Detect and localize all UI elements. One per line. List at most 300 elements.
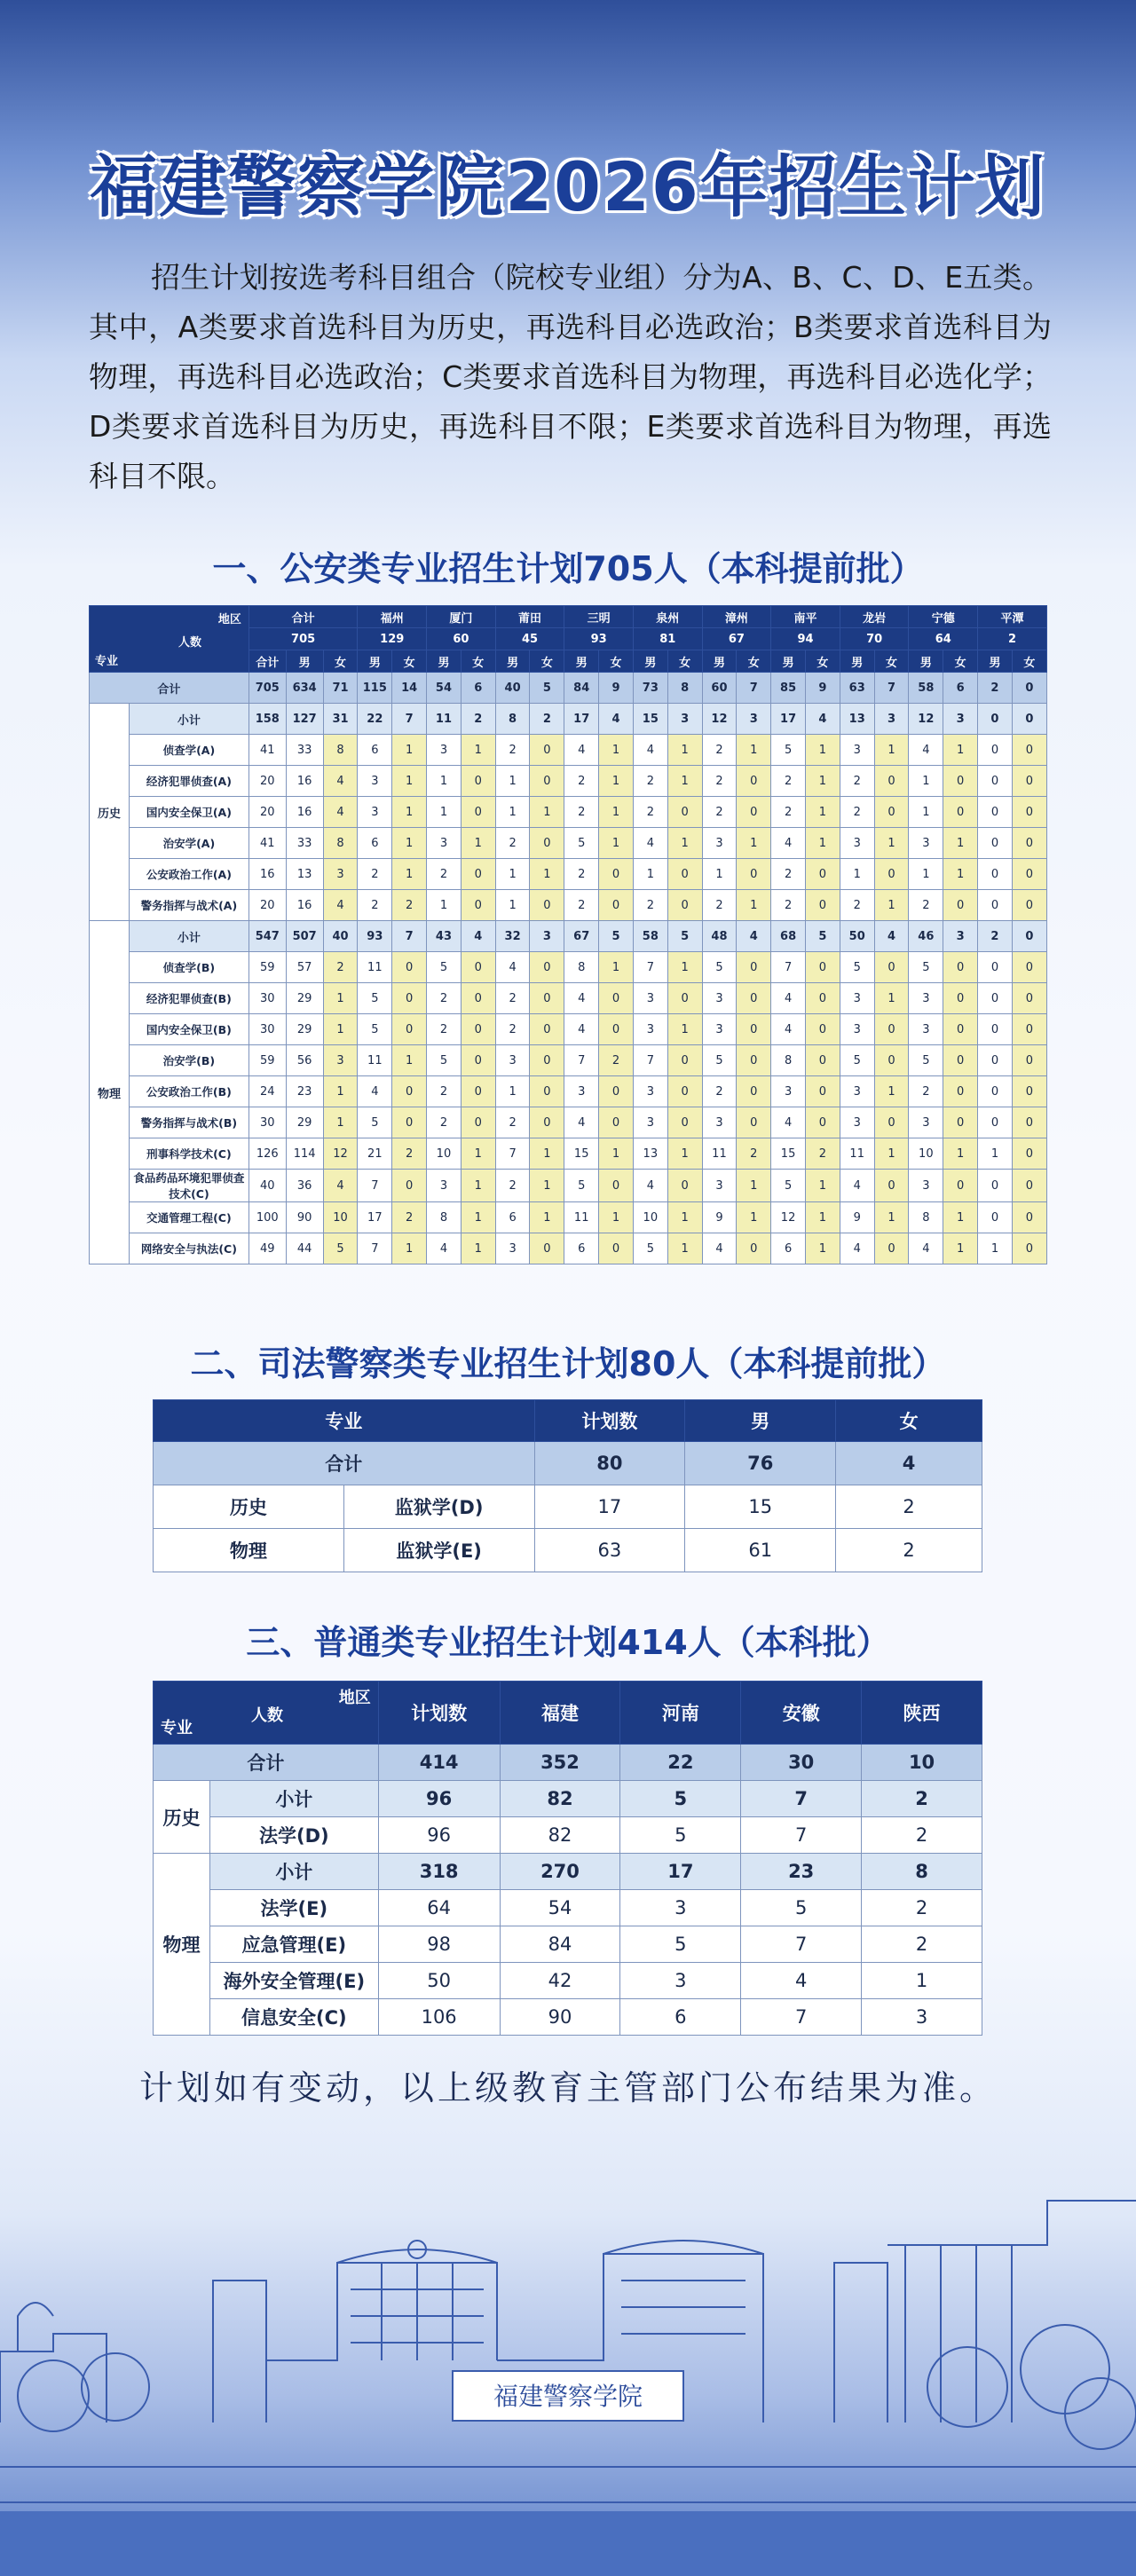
cell-value: 1 xyxy=(461,1138,495,1170)
cell-value: 1 xyxy=(805,828,840,859)
cell-value: 0 xyxy=(667,859,702,890)
cell-value: 96 xyxy=(378,1781,500,1817)
cell-value: 4 xyxy=(737,921,771,952)
major-name: 网络安全与执法(C) xyxy=(129,1233,248,1264)
cell-value: 115 xyxy=(358,673,392,704)
cell-value: 100 xyxy=(248,1202,286,1233)
cell-value: 24 xyxy=(248,1076,286,1107)
cell-value: 12 xyxy=(771,1202,806,1233)
cell-value: 0 xyxy=(1012,1045,1046,1076)
cell-value: 0 xyxy=(805,952,840,983)
cell-value: 9 xyxy=(840,1202,874,1233)
cell-value: 8 xyxy=(323,828,358,859)
major-name: 海外安全管理(E) xyxy=(209,1963,378,1999)
cell-value: 30 xyxy=(248,983,286,1014)
cell-value: 0 xyxy=(530,1107,564,1138)
cell-value: 1 xyxy=(392,797,427,828)
cell-value: 0 xyxy=(1012,1170,1046,1202)
region-count: 93 xyxy=(564,628,634,650)
cell-value: 1 xyxy=(737,1170,771,1202)
region-count: 67 xyxy=(702,628,771,650)
cell-value: 3 xyxy=(358,797,392,828)
table-row xyxy=(90,828,1047,859)
cell-value: 2 xyxy=(836,1485,982,1529)
subtotal-label: 小计 xyxy=(209,1781,378,1817)
cell-value: 0 xyxy=(874,952,909,983)
cell-value: 11 xyxy=(702,1138,737,1170)
cell-value: 4 xyxy=(323,766,358,797)
cell-value: 0 xyxy=(737,1233,771,1264)
cell-value: 0 xyxy=(392,983,427,1014)
cell-value: 2 xyxy=(530,704,564,735)
region-name: 平潭 xyxy=(978,606,1047,628)
cell-value: 5 xyxy=(667,921,702,952)
region-name: 厦门 xyxy=(427,606,496,628)
cell-value: 1 xyxy=(874,1076,909,1107)
corner-major: 专业 xyxy=(161,1719,193,1737)
cell-value: 106 xyxy=(378,1999,500,2036)
cell-value: 0 xyxy=(461,952,495,983)
cell-value: 0 xyxy=(392,952,427,983)
cell-value: 1 xyxy=(909,766,943,797)
cell-value: 2 xyxy=(427,859,462,890)
cell-value: 29 xyxy=(286,1107,323,1138)
gender-header: 女 xyxy=(805,650,840,673)
cell-value: 0 xyxy=(667,983,702,1014)
cell-value: 7 xyxy=(633,952,667,983)
total-row xyxy=(154,1442,982,1485)
cell-value: 5 xyxy=(564,1170,599,1202)
cell-value: 2 xyxy=(702,766,737,797)
cell-value: 48 xyxy=(702,921,737,952)
cell-value: 16 xyxy=(286,797,323,828)
region-name: 南平 xyxy=(771,606,840,628)
cell-value: 1 xyxy=(862,1963,982,1999)
region-name: 莆田 xyxy=(495,606,564,628)
cell-value: 547 xyxy=(248,921,286,952)
cell-value: 4 xyxy=(874,921,909,952)
cell-value: 1 xyxy=(599,1138,634,1170)
cell-value: 10 xyxy=(909,1138,943,1170)
cell-value: 1 xyxy=(530,797,564,828)
cell-value: 8 xyxy=(427,1202,462,1233)
cell-value: 4 xyxy=(741,1963,862,1999)
total-label: 合计 xyxy=(154,1745,379,1781)
cell-value: 2 xyxy=(840,766,874,797)
cell-value: 2 xyxy=(909,890,943,921)
cell-value: 2 xyxy=(771,766,806,797)
cell-value: 50 xyxy=(378,1963,500,1999)
cell-value: 0 xyxy=(1012,735,1046,766)
cell-value: 15 xyxy=(633,704,667,735)
cell-value: 0 xyxy=(874,1107,909,1138)
cell-value: 0 xyxy=(667,1045,702,1076)
cell-value: 4 xyxy=(564,983,599,1014)
cell-value: 82 xyxy=(500,1781,620,1817)
cell-value: 0 xyxy=(530,735,564,766)
cell-value: 1 xyxy=(667,1138,702,1170)
cell-value: 68 xyxy=(771,921,806,952)
cell-value: 1 xyxy=(495,859,530,890)
table-row xyxy=(154,1529,982,1572)
region-count: 64 xyxy=(909,628,978,650)
cell-value: 29 xyxy=(286,1014,323,1045)
cell-value: 8 xyxy=(667,673,702,704)
gender-header: 女 xyxy=(461,650,495,673)
cell-value: 3 xyxy=(620,1963,741,1999)
region-count: 94 xyxy=(771,628,840,650)
cell-value: 0 xyxy=(1012,1138,1046,1170)
cell-value: 4 xyxy=(771,1107,806,1138)
cell-value: 1 xyxy=(495,1076,530,1107)
gender-header: 女 xyxy=(323,650,358,673)
cell-value: 158 xyxy=(248,704,286,735)
cell-value: 2 xyxy=(323,952,358,983)
cell-value: 64 xyxy=(378,1890,500,1926)
cell-value: 0 xyxy=(1012,1202,1046,1233)
cell-value: 16 xyxy=(286,890,323,921)
cell-value: 0 xyxy=(530,1045,564,1076)
cell-value: 40 xyxy=(248,1170,286,1202)
cell-value: 0 xyxy=(978,890,1013,921)
cell-value: 36 xyxy=(286,1170,323,1202)
cell-value: 0 xyxy=(667,1107,702,1138)
table-row xyxy=(90,1202,1047,1233)
gender-header: 男 xyxy=(358,650,392,673)
cell-value: 4 xyxy=(358,1076,392,1107)
header-corner xyxy=(154,1682,379,1745)
cell-value: 0 xyxy=(1012,828,1046,859)
cell-value: 4 xyxy=(633,735,667,766)
cell-value: 0 xyxy=(667,890,702,921)
major-name: 交通管理工程(C) xyxy=(129,1202,248,1233)
section3-title: 三、普通类专业招生计划414人（本科批） xyxy=(246,1623,890,1662)
header-corner xyxy=(90,606,249,673)
cell-value: 0 xyxy=(599,890,634,921)
cell-value: 7 xyxy=(737,673,771,704)
cell-value: 3 xyxy=(427,735,462,766)
cell-value: 1 xyxy=(530,1170,564,1202)
cell-value: 0 xyxy=(943,1014,978,1045)
cell-value: 7 xyxy=(392,921,427,952)
cell-value: 3 xyxy=(840,735,874,766)
cell-value: 15 xyxy=(564,1138,599,1170)
cell-value: 0 xyxy=(978,704,1013,735)
cell-value: 4 xyxy=(840,1233,874,1264)
cell-value: 5 xyxy=(599,921,634,952)
cell-value: 1 xyxy=(737,890,771,921)
cell-value: 0 xyxy=(943,952,978,983)
cell-value: 3 xyxy=(943,921,978,952)
cell-value: 0 xyxy=(392,1107,427,1138)
cell-value: 85 xyxy=(771,673,806,704)
gender-header: 男 xyxy=(978,650,1013,673)
cell-value: 5 xyxy=(530,673,564,704)
cell-value: 6 xyxy=(495,1202,530,1233)
header-row xyxy=(154,1400,982,1442)
cell-value: 2 xyxy=(633,890,667,921)
section2-title: 二、司法警察类专业招生计划80人（本科提前批） xyxy=(190,1344,946,1383)
cell-value: 13 xyxy=(286,859,323,890)
cell-value: 0 xyxy=(943,1045,978,1076)
cell-value: 5 xyxy=(620,1781,741,1817)
header-cell: 计划数 xyxy=(534,1400,685,1442)
cell-value: 7 xyxy=(874,673,909,704)
cell-value: 0 xyxy=(737,1076,771,1107)
cell-value: 3 xyxy=(620,1890,741,1926)
cell-value: 1 xyxy=(323,983,358,1014)
cell-value: 1 xyxy=(667,952,702,983)
cell-value: 0 xyxy=(874,766,909,797)
cell-value: 3 xyxy=(633,1107,667,1138)
cell-value: 1 xyxy=(667,1233,702,1264)
cell-value: 8 xyxy=(909,1202,943,1233)
police-plan-table xyxy=(89,605,1047,1264)
cell-value: 5 xyxy=(323,1233,358,1264)
cell-value: 7 xyxy=(358,1170,392,1202)
cell-value: 80 xyxy=(534,1442,685,1485)
table-row xyxy=(90,797,1047,828)
cell-value: 7 xyxy=(358,1233,392,1264)
major-name: 国内安全保卫(B) xyxy=(129,1014,248,1045)
cell-value: 40 xyxy=(495,673,530,704)
table-row xyxy=(90,1138,1047,1170)
gender-header: 男 xyxy=(909,650,943,673)
cell-value: 7 xyxy=(741,1817,862,1854)
cell-value: 2 xyxy=(805,1138,840,1170)
gender-header: 男 xyxy=(286,650,323,673)
cell-value: 4 xyxy=(840,1170,874,1202)
cell-value: 5 xyxy=(840,1045,874,1076)
cell-value: 1 xyxy=(530,1138,564,1170)
group-name: 物理 xyxy=(154,1529,344,1572)
major-name: 国内安全保卫(A) xyxy=(129,797,248,828)
gender-header: 女 xyxy=(943,650,978,673)
cell-value: 4 xyxy=(805,704,840,735)
cell-value: 6 xyxy=(564,1233,599,1264)
gender-header: 女 xyxy=(599,650,634,673)
group-name: 物理 xyxy=(154,1854,210,2036)
major-name: 信息安全(C) xyxy=(209,1999,378,2036)
cell-value: 4 xyxy=(909,1233,943,1264)
cell-value: 3 xyxy=(862,1999,982,2036)
cell-value: 3 xyxy=(909,983,943,1014)
cell-value: 1 xyxy=(909,797,943,828)
corner-region: 地区 xyxy=(217,613,241,626)
major-name: 法学(D) xyxy=(209,1817,378,1854)
cell-value: 1 xyxy=(323,1014,358,1045)
cell-value: 84 xyxy=(500,1926,620,1963)
cell-value: 10 xyxy=(862,1745,982,1781)
header-major: 专业 xyxy=(154,1400,535,1442)
cell-value: 3 xyxy=(702,983,737,1014)
cell-value: 634 xyxy=(286,673,323,704)
cell-value: 3 xyxy=(702,1170,737,1202)
cell-value: 5 xyxy=(702,952,737,983)
cell-value: 90 xyxy=(286,1202,323,1233)
cell-value: 2 xyxy=(909,1076,943,1107)
header-cell: 男 xyxy=(685,1400,836,1442)
cell-value: 5 xyxy=(620,1817,741,1854)
cell-value: 3 xyxy=(909,1014,943,1045)
major-name: 经济犯罪侦查(A) xyxy=(129,766,248,797)
cell-value: 41 xyxy=(248,828,286,859)
cell-value: 5 xyxy=(771,735,806,766)
cell-value: 0 xyxy=(1012,952,1046,983)
region-name: 福州 xyxy=(358,606,427,628)
cell-value: 0 xyxy=(1012,704,1046,735)
region-count: 45 xyxy=(495,628,564,650)
cell-value: 5 xyxy=(620,1926,741,1963)
cell-value: 0 xyxy=(943,890,978,921)
cell-value: 3 xyxy=(427,828,462,859)
cell-value: 5 xyxy=(741,1890,862,1926)
cell-value: 9 xyxy=(805,673,840,704)
cell-value: 1 xyxy=(530,1202,564,1233)
cell-value: 4 xyxy=(427,1233,462,1264)
corner-major: 专业 xyxy=(95,655,119,668)
cell-value: 0 xyxy=(667,1170,702,1202)
gender-header: 女 xyxy=(530,650,564,673)
table-row xyxy=(90,735,1047,766)
cell-value: 4 xyxy=(909,735,943,766)
cell-value: 0 xyxy=(461,766,495,797)
cell-value: 3 xyxy=(737,704,771,735)
cell-value: 0 xyxy=(530,1076,564,1107)
table-row xyxy=(154,1999,982,2036)
major-name: 治安学(B) xyxy=(129,1045,248,1076)
cell-value: 71 xyxy=(323,673,358,704)
region-name: 宁德 xyxy=(909,606,978,628)
cell-value: 2 xyxy=(771,890,806,921)
cell-value: 10 xyxy=(633,1202,667,1233)
cell-value: 54 xyxy=(427,673,462,704)
cell-value: 73 xyxy=(633,673,667,704)
cell-value: 3 xyxy=(323,859,358,890)
cell-value: 5 xyxy=(633,1233,667,1264)
gender-header: 男 xyxy=(564,650,599,673)
cell-value: 2 xyxy=(862,1781,982,1817)
table-row xyxy=(90,1076,1047,1107)
cell-value: 705 xyxy=(248,673,286,704)
gender-header: 女 xyxy=(1012,650,1046,673)
cell-value: 21 xyxy=(358,1138,392,1170)
major-name: 应急管理(E) xyxy=(209,1926,378,1963)
major-name: 警务指挥与战术(A) xyxy=(129,890,248,921)
cell-value: 0 xyxy=(530,983,564,1014)
cell-value: 1 xyxy=(461,1202,495,1233)
cell-value: 0 xyxy=(874,859,909,890)
cell-value: 17 xyxy=(620,1854,741,1890)
table-row xyxy=(90,1233,1047,1264)
cell-value: 0 xyxy=(1012,983,1046,1014)
cell-value: 42 xyxy=(500,1963,620,1999)
cell-value: 1 xyxy=(805,1202,840,1233)
table-row xyxy=(90,1045,1047,1076)
cell-value: 11 xyxy=(840,1138,874,1170)
cell-value: 1 xyxy=(667,735,702,766)
cell-value: 1 xyxy=(599,766,634,797)
cell-value: 0 xyxy=(1012,673,1046,704)
cell-value: 4 xyxy=(771,983,806,1014)
cell-value: 5 xyxy=(427,1045,462,1076)
cell-value: 0 xyxy=(461,1076,495,1107)
cell-value: 1 xyxy=(943,859,978,890)
cell-value: 0 xyxy=(1012,859,1046,890)
cell-value: 12 xyxy=(323,1138,358,1170)
cell-value: 5 xyxy=(702,1045,737,1076)
cell-value: 0 xyxy=(874,1045,909,1076)
cell-value: 0 xyxy=(530,766,564,797)
table-row xyxy=(154,1926,982,1963)
gender-header: 男 xyxy=(495,650,530,673)
cell-value: 0 xyxy=(599,1233,634,1264)
region-count: 705 xyxy=(248,628,358,650)
cell-value: 3 xyxy=(874,704,909,735)
cell-value: 63 xyxy=(534,1529,685,1572)
cell-value: 3 xyxy=(943,704,978,735)
cell-value: 14 xyxy=(392,673,427,704)
cell-value: 1 xyxy=(943,1138,978,1170)
cell-value: 2 xyxy=(495,828,530,859)
cell-value: 0 xyxy=(943,983,978,1014)
cell-value: 0 xyxy=(392,1170,427,1202)
cell-value: 0 xyxy=(1012,1233,1046,1264)
cell-value: 2 xyxy=(564,797,599,828)
cell-value: 5 xyxy=(909,952,943,983)
cell-value: 1 xyxy=(461,735,495,766)
cell-value: 2 xyxy=(862,1926,982,1963)
cell-value: 4 xyxy=(633,1170,667,1202)
cell-value: 1 xyxy=(427,797,462,828)
region-count: 81 xyxy=(633,628,702,650)
cell-value: 56 xyxy=(286,1045,323,1076)
total-row xyxy=(154,1745,982,1781)
table-row xyxy=(90,766,1047,797)
cell-value: 7 xyxy=(495,1138,530,1170)
cell-value: 0 xyxy=(530,828,564,859)
cell-value: 98 xyxy=(378,1926,500,1963)
gender-header: 男 xyxy=(427,650,462,673)
cell-value: 6 xyxy=(461,673,495,704)
cell-value: 1 xyxy=(737,1202,771,1233)
cell-value: 8 xyxy=(495,704,530,735)
cell-value: 2 xyxy=(702,735,737,766)
cell-value: 0 xyxy=(599,859,634,890)
cell-value: 1 xyxy=(805,1233,840,1264)
gender-header: 女 xyxy=(392,650,427,673)
cell-value: 33 xyxy=(286,735,323,766)
major-name: 法学(E) xyxy=(209,1890,378,1926)
cell-value: 4 xyxy=(495,952,530,983)
table-row xyxy=(90,952,1047,983)
cell-value: 6 xyxy=(771,1233,806,1264)
page-title: 福建警察学院2026年招生计划 xyxy=(90,147,1046,226)
cell-value: 2 xyxy=(771,797,806,828)
region-name: 龙岩 xyxy=(840,606,909,628)
cell-value: 9 xyxy=(702,1202,737,1233)
cell-value: 1 xyxy=(667,1014,702,1045)
campus-gate-illustration xyxy=(0,2130,1136,2576)
cell-value: 1 xyxy=(427,890,462,921)
subtotal-label: 小计 xyxy=(129,704,248,735)
cell-value: 0 xyxy=(737,952,771,983)
cell-value: 1 xyxy=(667,766,702,797)
cell-value: 0 xyxy=(461,797,495,828)
cell-value: 33 xyxy=(286,828,323,859)
cell-value: 6 xyxy=(358,735,392,766)
cell-value: 1 xyxy=(943,828,978,859)
